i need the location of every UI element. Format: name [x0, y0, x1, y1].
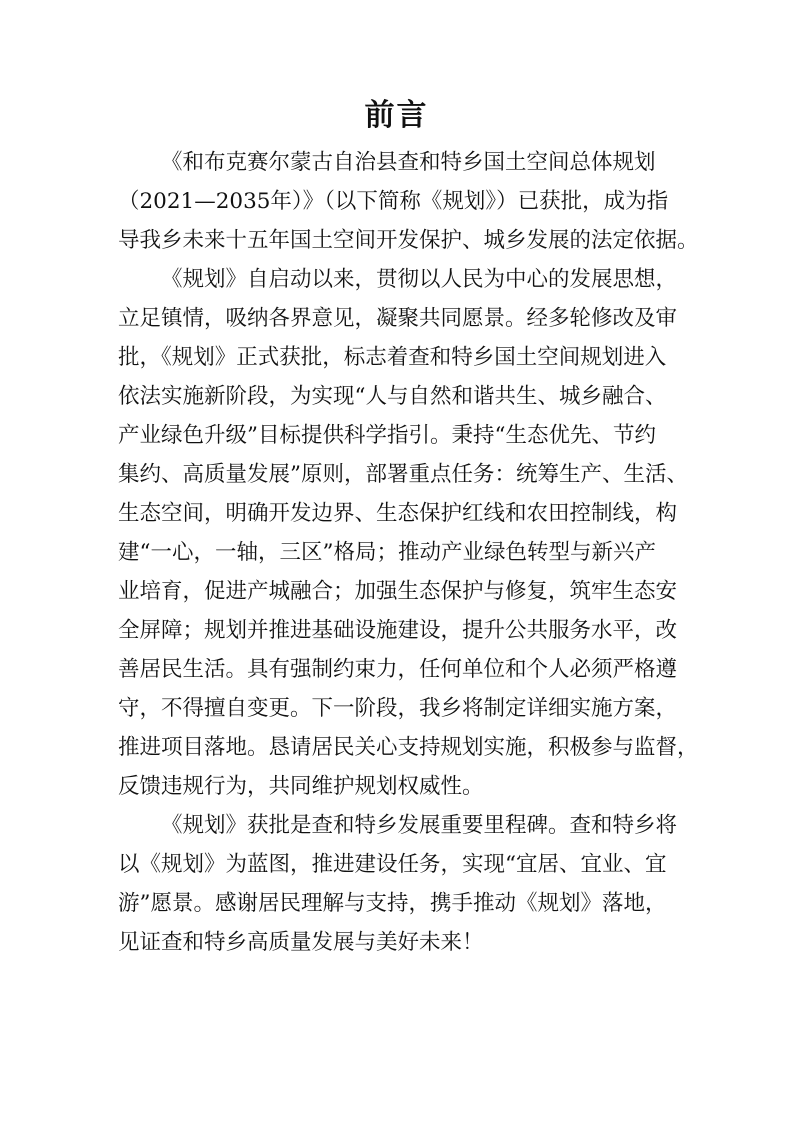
paragraph-2-line-10: 全屏障；规划并推进基础设施建设，提升公共服务水平，改 — [118, 618, 678, 643]
paragraph-2-line-7: 生态空间，明确开发边界、生态保护红线和农田控制线，构 — [118, 501, 678, 526]
paragraph-2-line-11: 善居民生活。具有强制约束力，任何单位和个人必须严格遵 — [118, 657, 678, 682]
paragraph-2-line-14: 反馈违规行为，共同维护规划权威性。 — [118, 774, 484, 799]
paragraph-3-line-2: 以《规划》为蓝图，推进建设任务，实现“宜居、宜业、宜 — [118, 852, 667, 877]
paragraph-1-line-3: 导我乡未来十五年国土空间开发保护、城乡发展的法定依据。 — [118, 228, 699, 253]
paragraph-2-line-2: 立足镇情，吸纳各界意见，凝聚共同愿景。经多轮修改及审 — [118, 306, 678, 331]
paragraph-3-line-3: 游”愿景。感谢居民理解与支持，携手推动《规划》落地， — [118, 891, 667, 916]
paragraph-2-line-4: 依法实施新阶段，为实现“人与自然和谐共生、城乡融合、 — [118, 384, 667, 409]
page-title: 前言 — [364, 98, 429, 133]
paragraph-3-line-1: 《规划》获批是查和特乡发展重要里程碑。查和特乡将 — [161, 813, 678, 838]
paragraph-2-line-3: 批，《规划》正式获批，标志着查和特乡国土空间规划进入 — [118, 345, 667, 370]
paragraph-2-line-6: 集约、高质量发展”原则，部署重点任务：统筹生产、生活、 — [118, 462, 688, 487]
paragraph-2-line-5: 产业绿色升级”目标提供科学指引。秉持“生态优先、节约 — [118, 423, 656, 448]
paragraph-2-line-9: 业培育，促进产城融合；加强生态保护与修复，筑牢生态安 — [118, 579, 678, 604]
paragraph-1-line-2: （2021—2035年）》（以下简称《规划》）已获批，成为指 — [118, 189, 669, 214]
paragraph-2-line-8: 建“一心，一轴，三区”格局；推动产业绿色转型与新兴产 — [118, 540, 656, 565]
paragraph-2-line-1: 《规划》自启动以来，贯彻以人民为中心的发展思想， — [161, 267, 678, 292]
paragraph-1-line-1: 《和布克赛尔蒙古自治县查和特乡国土空间总体规划 — [161, 150, 656, 175]
paragraph-3-line-4: 见证查和特乡高质量发展与美好未来！ — [118, 930, 484, 955]
paragraph-2-line-12: 守，不得擅自变更。下一阶段，我乡将制定详细实施方案， — [118, 696, 678, 721]
paragraph-2-line-13: 推进项目落地。恳请居民关心支持规划实施，积极参与监督， — [118, 735, 699, 760]
